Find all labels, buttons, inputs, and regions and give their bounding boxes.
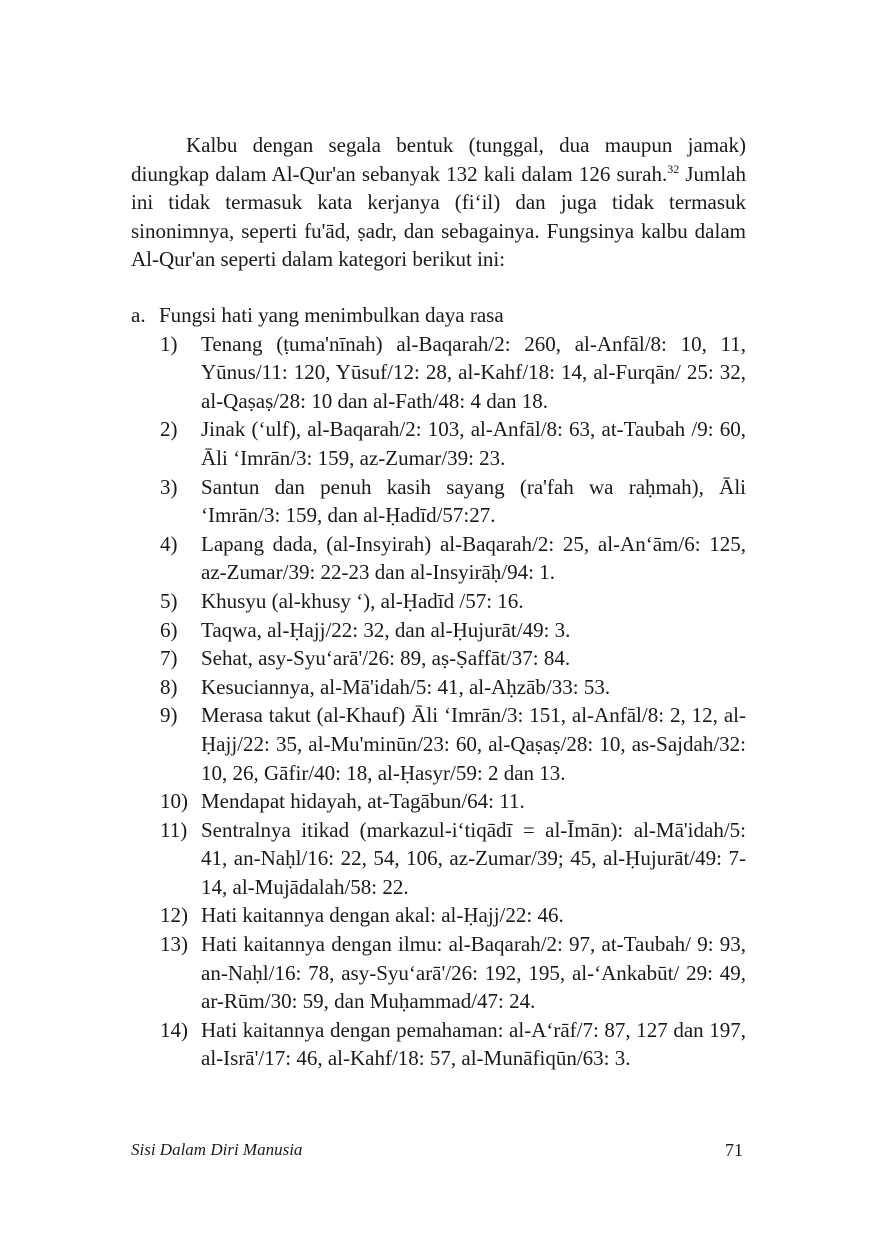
section-a-title: Fungsi hati yang menimbulkan daya rasa [159, 303, 504, 327]
section-a-heading [131, 301, 746, 330]
list-item-text: Merasa takut (al-Khauf) Āli ‘Imrān/3: 151, al-Anfāl/8: 2, 12, al-Ḥajj/22: 35, al-Mu'minūn/23: 60, al-Qaṣaṣ/28: 10, as-Sajdah/32: 10, 26, Gāfir/40: 18, al-Ḥasyr/59: 2 dan 13. [201, 703, 746, 785]
list-item [131, 530, 746, 587]
list-item-number: 13) [160, 932, 188, 957]
list-item-text: Tenang (ṭuma'nīnah) al-Baqarah/2: 260, al-Anfāl/8: 10, 11, Yūnus/11: 120, Yūsuf/12: 28, al-Kahf/18: 14, al-Furqān/ 25: 32, al-Qaṣaṣ/28: 10 dan al-Fath/48: 4 dan 18. [201, 331, 746, 413]
footnote-reference[interactable]: 32 [667, 161, 680, 176]
function-list [131, 330, 746, 1073]
list-item [131, 930, 746, 1016]
list-item [131, 901, 746, 930]
paragraph-text: Kalbu dengan segala bentuk (tunggal, dua maupun jamak) diungkap dalam Al-Qur'an sebanyak 132 kali dalam 126 surah. [131, 133, 746, 186]
list-item-number: 3) [160, 474, 178, 499]
list-item-number: 6) [160, 617, 178, 642]
list-item-number: 14) [160, 1017, 188, 1042]
paragraph-text-continued: Jumlah ini tidak termasuk kata kerjanya (fi‘il) dan juga tidak termasuk sinonimnya, seperti fu'ād, ṣadr, dan sebagainya. Fungsinya kalbu dalam Al-Qur'an seperti dalam kategori berikut ini: [131, 161, 746, 272]
list-item-text: Hati kaitannya dengan ilmu: al-Baqarah/2: 97, at-Taubah/ 9: 93, an-Naḥl/16: 78, asy-Syu‘arā'/26: 192, 195, al-‘Ankabūt/ 29: 49, ar-Rūm/30: 59, dan Muḥammad/47: 24. [201, 932, 746, 1014]
list-item-number: 2) [160, 417, 178, 442]
list-item [131, 473, 746, 530]
list-item-text: Hati kaitannya dengan pemahaman: al-A‘rāf/7: 87, 127 dan 197, al-Isrā'/17: 46, al-Kahf/18: 57, al-Munāfiqūn/63: 3. [201, 1017, 746, 1071]
intro-paragraph [131, 131, 746, 274]
list-item [131, 701, 746, 787]
section-a [131, 301, 746, 1073]
list-item-number: 10) [160, 789, 188, 814]
list-item-text: Santun dan penuh kasih sayang (ra'fah wa raḥmah), Āli ‘Imrān/3: 159, dan al-Ḥadīd/57:27. [201, 474, 746, 528]
list-item-number: 12) [160, 903, 188, 928]
list-item [131, 644, 746, 673]
section-a-marker: a. [131, 303, 146, 327]
list-item-text: Khusyu (al-khusy ‘), al-Ḥadīd /57: 16. [201, 588, 524, 613]
list-item-number: 5) [160, 588, 178, 613]
list-item-text: Hati kaitannya dengan akal: al-Ḥajj/22: 46. [201, 903, 564, 928]
list-item-text: Sentralnya itikad (markazul-i‘tiqādī = al-Īmān): al-Mā'idah/5: 41, an-Naḥl/16: 22, 54, 106, az-Zumar/39; 45, al-Ḥujurāt/49: 7-14, al-Mujādalah/58: 22. [201, 817, 746, 899]
list-item-text: Lapang dada, (al-Insyirah) al-Baqarah/2: 25, al-An‘ām/6: 125, az-Zumar/39: 22-23 dan al-Insyirāḥ/94: 1. [201, 531, 746, 585]
list-item-number: 8) [160, 674, 178, 699]
list-item-number: 1) [160, 331, 178, 356]
list-item [131, 673, 746, 702]
list-item-text: Sehat, asy-Syu‘arā'/26: 89, aṣ-Ṣaffāt/37: 84. [201, 646, 571, 671]
list-item [131, 587, 746, 616]
list-item [131, 616, 746, 645]
list-item-number: 4) [160, 531, 178, 556]
list-item-text: Kesuciannya, al-Mā'idah/5: 41, al-Aḥzāb/33: 53. [201, 674, 611, 699]
list-item-text: Taqwa, al-Ḥajj/22: 32, dan al-Ḥujurāt/49: 3. [201, 617, 571, 642]
list-item [131, 415, 746, 472]
list-item-number: 7) [160, 646, 178, 671]
list-item [131, 816, 746, 902]
list-item [131, 330, 746, 416]
list-item-text: Jinak (‘ulf), al-Baqarah/2: 103, al-Anfāl/8: 63, at-Taubah /9: 60, Āli ‘Imrān/3: 159, az-Zumar/39: 23. [201, 417, 746, 470]
list-item [131, 1016, 746, 1073]
list-item-text: Mendapat hidayah, at-Tagābun/64: 11. [201, 789, 525, 814]
list-item [131, 787, 746, 816]
list-item-number: 9) [160, 703, 178, 728]
list-item-number: 11) [160, 817, 188, 842]
running-title: Sisi Dalam Diri Manusia [131, 1140, 303, 1159]
page-number: 71 [725, 1140, 743, 1160]
